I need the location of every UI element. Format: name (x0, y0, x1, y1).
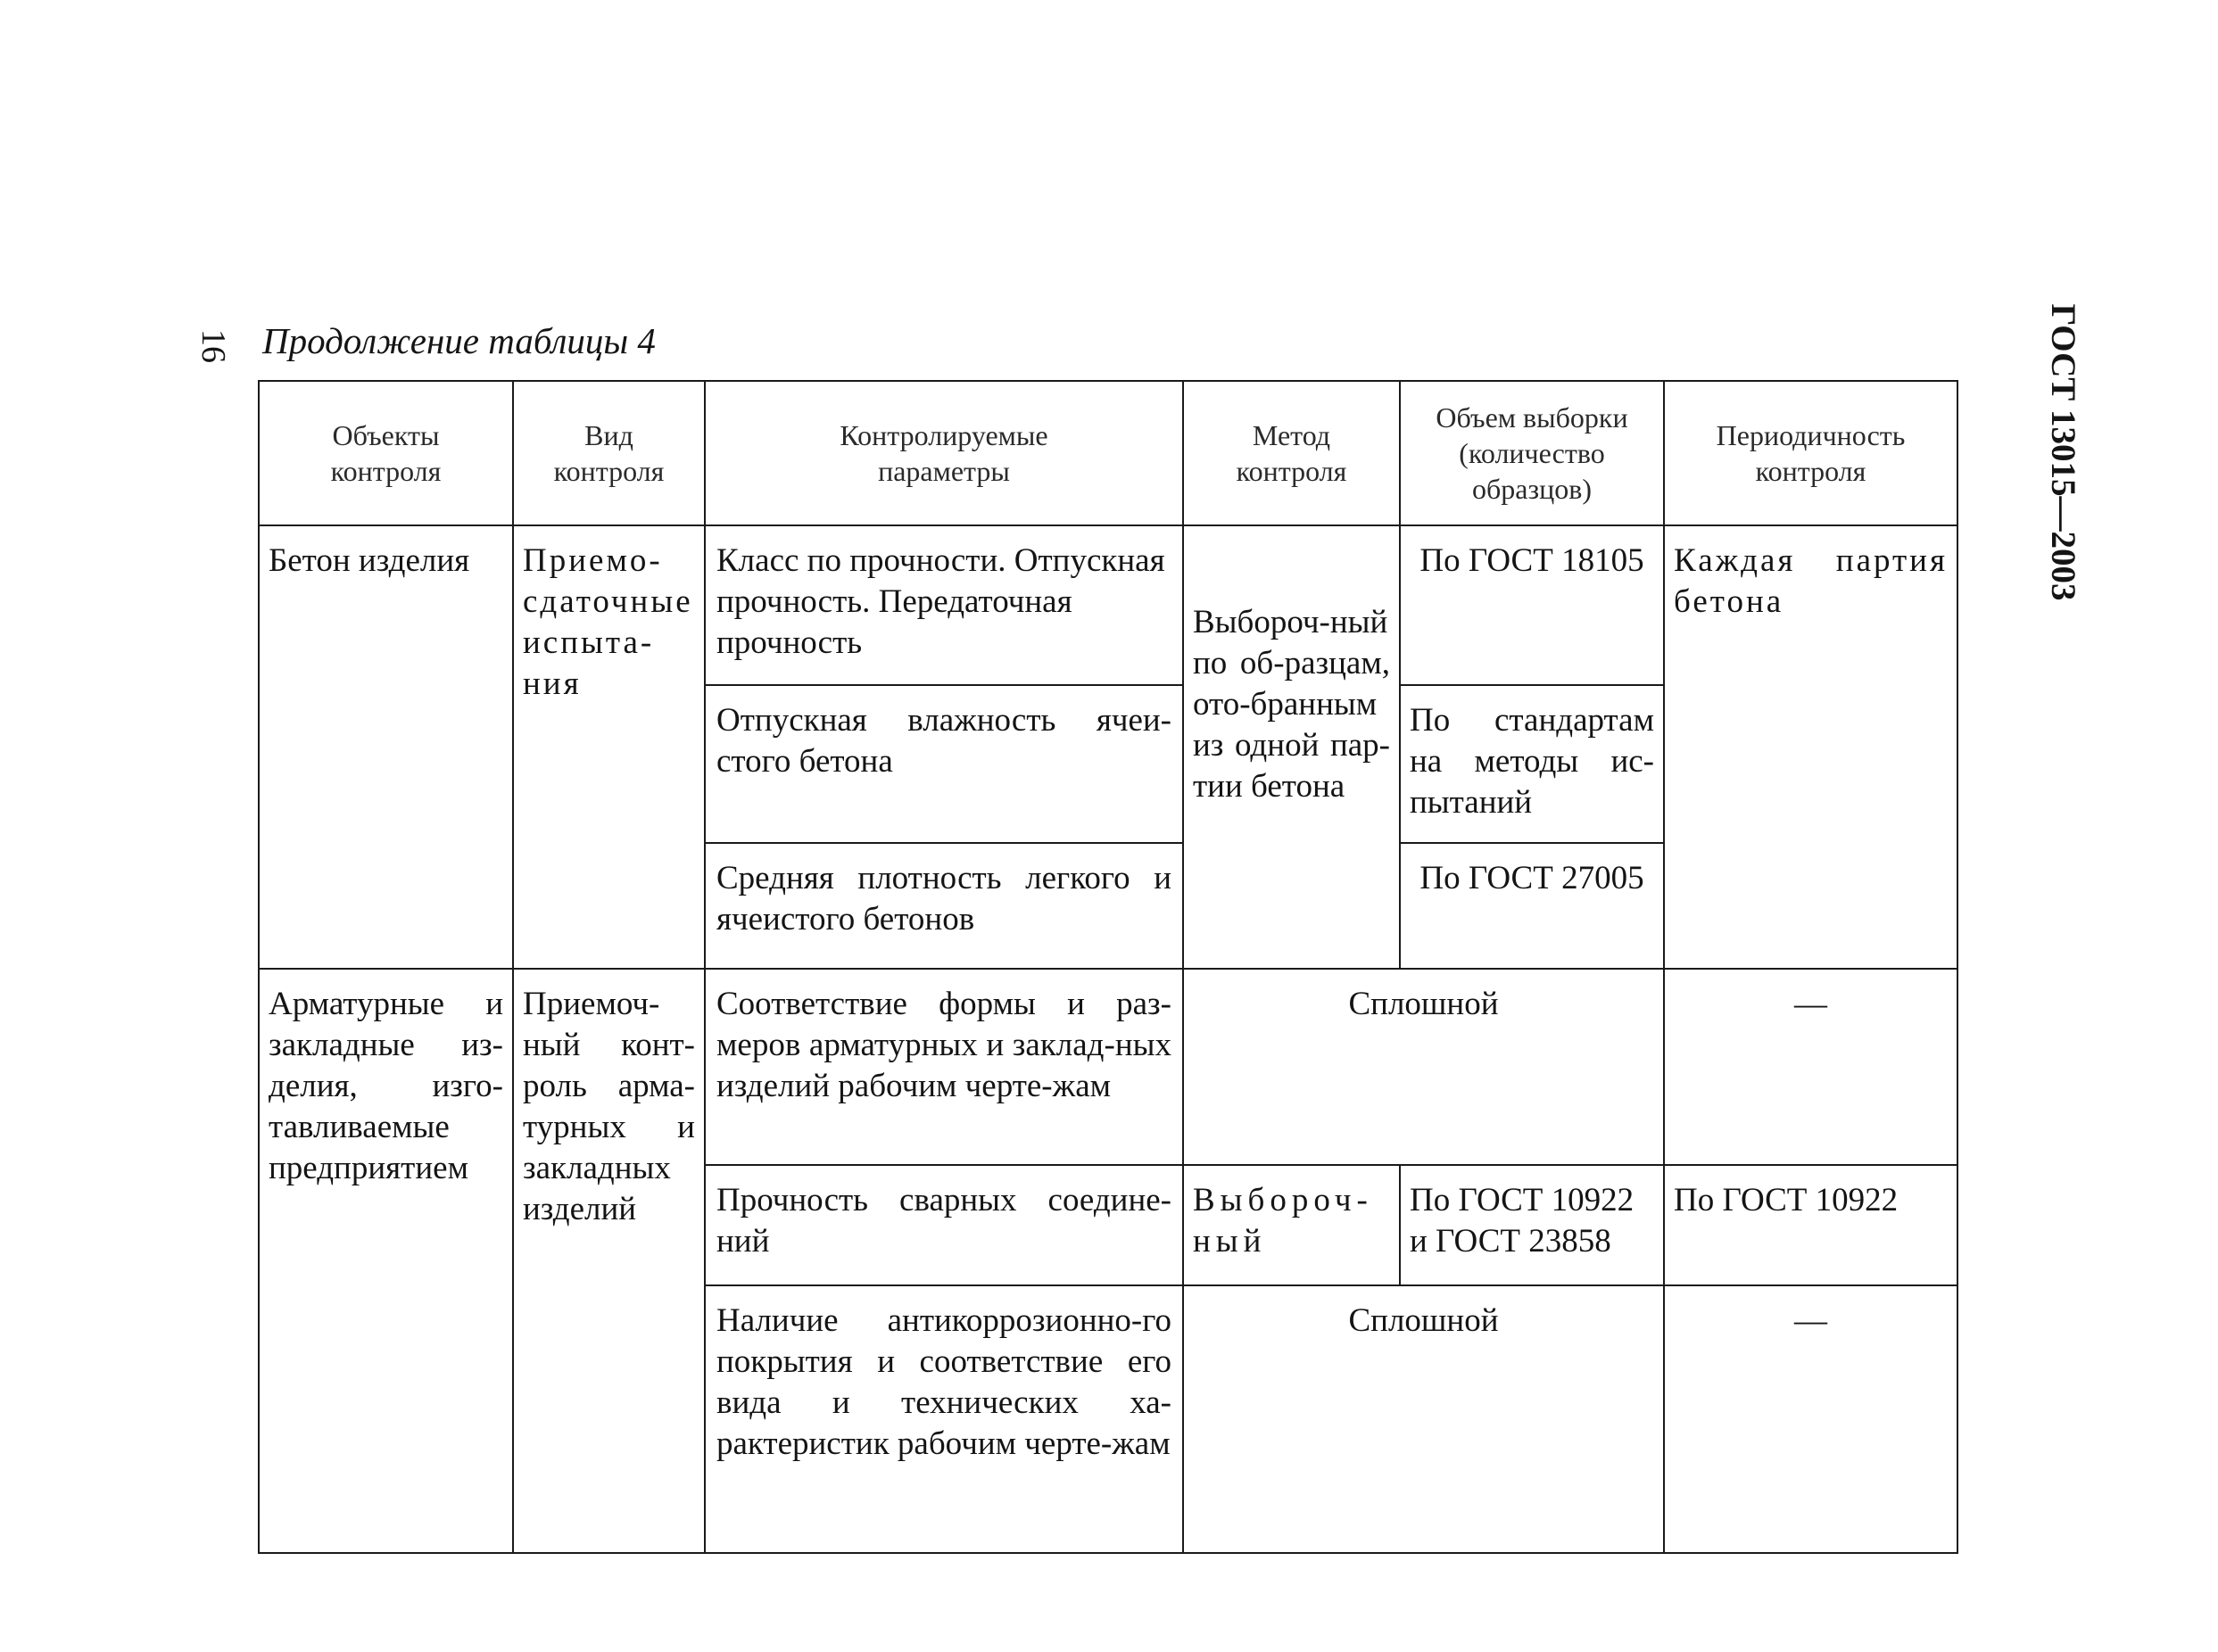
table-caption: Продолжение таблицы 4 (262, 320, 656, 361)
header-row (259, 381, 1957, 525)
cell-periodicity: — (1664, 969, 1957, 1165)
cell-parameter: Средняя плотность легкого и ячеистого бетонов (705, 843, 1183, 969)
cell-kind: Приемоч-ный конт-роль арма-турных и закладных изделий (513, 969, 705, 1553)
cell-method: Выбороч-ный по об-разцам, ото-бранным из одной пар-тии бетона (1183, 525, 1400, 969)
document-code: ГОСТ 13015—2003 (2044, 303, 2082, 601)
cell-object: Арматурные и закладные из-делия, изго-тавливаемые предприятием (259, 969, 513, 1553)
control-table (258, 380, 1958, 1554)
page-number: 16 (194, 329, 232, 363)
cell-method: Сплошной (1183, 969, 1664, 1165)
header-sample: Объем выборки (количество образцов) (1400, 381, 1664, 525)
cell-periodicity: Каждая партия бетона (1664, 525, 1957, 969)
cell-sample: По стандартам на методы ис-пытаний (1400, 685, 1664, 843)
table-row (259, 969, 1957, 1165)
cell-parameter: Прочность сварных соедине-ний (705, 1165, 1183, 1285)
header-object: Объекты контроля (259, 381, 513, 525)
cell-sample: По ГОСТ 10922 и ГОСТ 23858 (1400, 1165, 1664, 1285)
cell-parameter: Соответствие формы и раз-меров арматурных и заклад-ных изделий рабочим черте-жам (705, 969, 1183, 1165)
cell-periodicity: По ГОСТ 10922 (1664, 1165, 1957, 1285)
cell-parameter: Класс по прочности. Отпускная прочность. Передаточная прочность (705, 525, 1183, 685)
cell-parameter: Наличие антикоррозионно-го покрытия и соответствие его вида и технических ха-рактеристик рабочим черте-жам (705, 1285, 1183, 1553)
cell-method: Выбороч-ный (1183, 1165, 1400, 1285)
cell-method: Сплошной (1183, 1285, 1664, 1553)
cell-object: Бетон изделия (259, 525, 513, 969)
cell-periodicity: — (1664, 1285, 1957, 1553)
header-method: Метод контроля (1183, 381, 1400, 525)
cell-sample: По ГОСТ 18105 (1400, 525, 1664, 685)
cell-parameter: Отпускная влажность ячеи-стого бетона (705, 685, 1183, 843)
header-kind: Вид контроля (513, 381, 705, 525)
table-row (259, 525, 1957, 685)
cell-kind: Приемо-сдаточные испыта-ния (513, 525, 705, 969)
header-parameters: Контролируемые параметры (705, 381, 1183, 525)
cell-sample: По ГОСТ 27005 (1400, 843, 1664, 969)
header-periodicity: Периодичность контроля (1664, 381, 1957, 525)
